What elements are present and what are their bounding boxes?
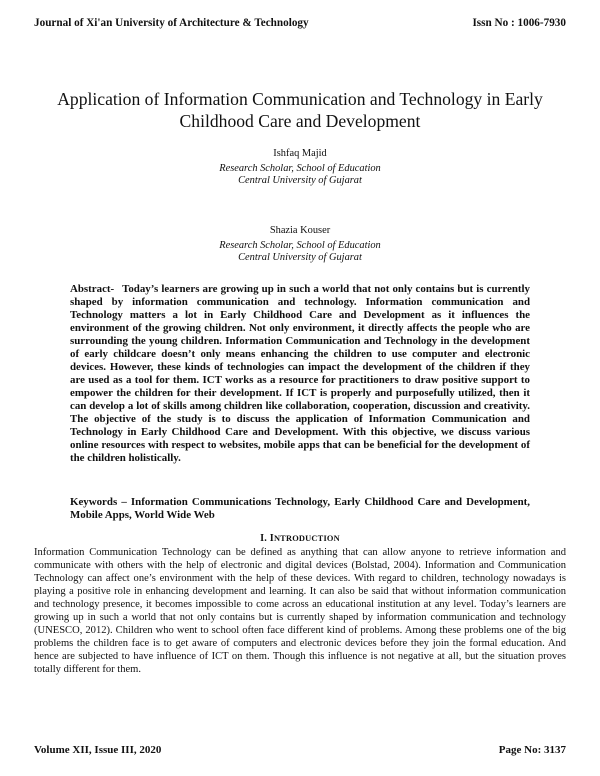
abstract (70, 283, 530, 465)
author-name: Shazia Kouser (269, 225, 331, 236)
keywords: Keywords – Information Communications Technology, Early Childhood Care and Development, Mobile Apps, World Wide Web (70, 496, 530, 521)
section-heading (34, 533, 566, 544)
journal-name: Journal of Xi'an University of Architecture & Technology (34, 17, 309, 29)
abstract-text: Today’s learners are growing up in such a world that not only contains but is currently shaped by information communication and technology. Information communication and Technology matters a lot in Early Childhood Care and Development as it influences the environment of the growing children. Not only environment, it directly affects the people who are surrounding the young children. Information Communication and Technology in the development of early childcare doesn’t only means enhancing the children to use computer and electronic devices. However, these kinds of technologies can impact the development of the children if they are used as a tool for them. ICT works as a resource for practitioners to draw positive support to empower the children for their development. If ICT is properly and purposefully utilized, then it can develop a lot of skills among children like collaboration, cooperation, discussion and creativity. The objective of the study is to discuss the application of Information Communication and Technology in Early Childhood Care and Development. With this objective, we discuss various online resources with respect to websites, mobile apps that can be beneficial for the development of the children holistically. (70, 283, 531, 464)
author-block-1 (100, 148, 500, 188)
introduction-text: Information Communication Technology can be defined as anything that can allow anyone to retrieve information and communicate with others with the help of electronic and digital devices (Bolstad, 2004). Information and Communication Technology can affect one’s environment with the help of these devices. With regard to children, technology nowadays is playing a positive role in enhancing development and learning. It can also be said that without information communication and technology presence, it becomes impossible to come across an educational institution at any level. Today’s learners are growing up in such a world that not only contains but is currently shaped by information communication and technology (UNESCO, 2012). Children who went to school often face different kind of problems. Among these problems one of the big problems the children face is to get aware of computers and electronic devices before they join the formal education. And hence are subjected to have influence of ICT on them. Though this influence is not negative at all, but the situation proves totally different for them. (34, 547, 566, 675)
section-numeral: I. (260, 533, 268, 544)
paper-title: Application of Information Communication and Technology in Early Childhood Care and Development (57, 89, 543, 131)
author-name: Ishfaq Majid (273, 148, 327, 159)
author-affiliation: Research Scholar, School of Education (219, 162, 381, 174)
author-block-2 (100, 225, 500, 265)
section-title-rest: NTRODUCTION (273, 534, 340, 543)
abstract-label: Abstract- (70, 283, 115, 295)
author-university: Central University of Gujarat (238, 252, 362, 263)
author-university: Central University of Gujarat (238, 175, 362, 186)
volume-issue: Volume XII, Issue III, 2020 (34, 744, 162, 756)
issn-number: Issn No : 1006-7930 (472, 17, 566, 29)
section-initial: I (269, 533, 274, 544)
page-number: Page No: 3137 (498, 744, 566, 756)
author-affiliation: Research Scholar, School of Education (219, 239, 381, 251)
